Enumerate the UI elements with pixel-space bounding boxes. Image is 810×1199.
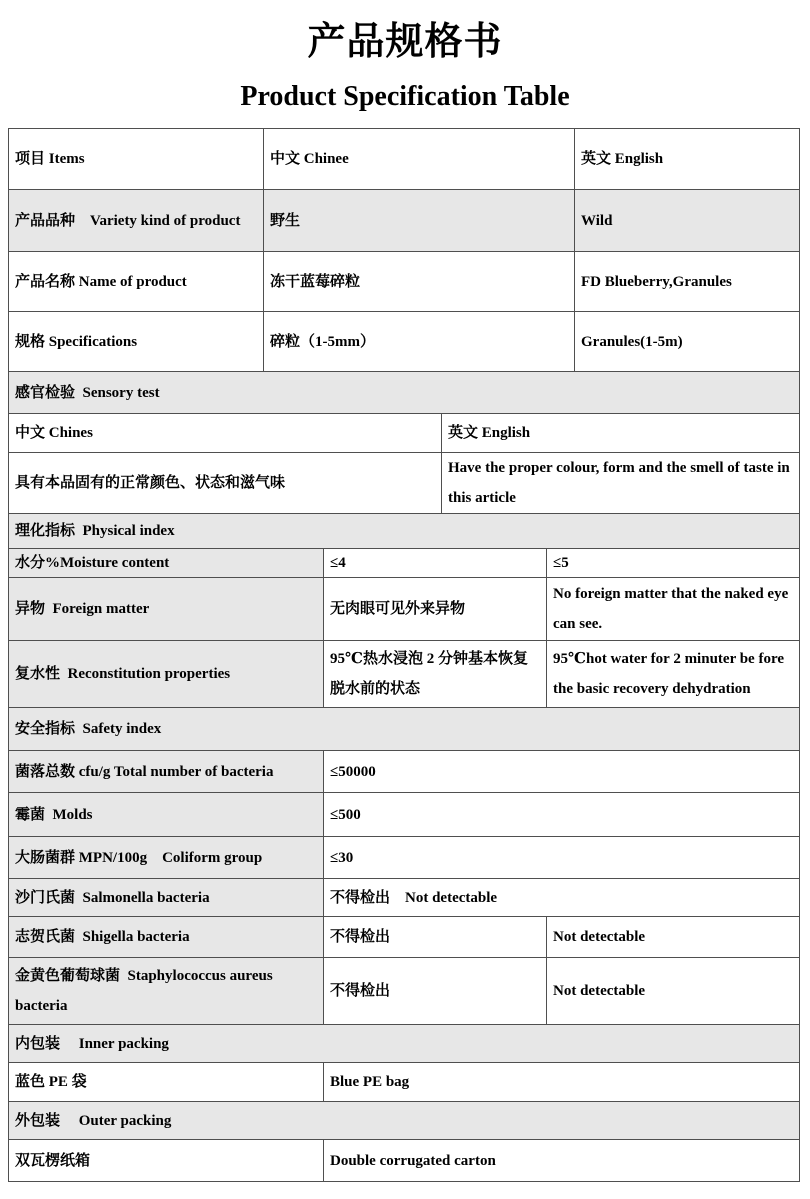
- table-row-staphylococcus: [9, 957, 799, 1024]
- table-row-specifications: [9, 311, 799, 371]
- table-row-foreign-matter: [9, 577, 799, 640]
- cell-sensory-col-cn: 中文 Chines: [15, 425, 93, 441]
- table-row-sensory-columns: [9, 413, 799, 452]
- cell-spec-label: 规格 Specifications: [15, 333, 138, 350]
- cell-sensory-col-en: 英文 English: [441, 414, 799, 452]
- table-row-header: [9, 129, 799, 189]
- cell-reconstitution-cn: 95℃热水浸泡 2 分钟基本恢复脱水前的状态: [323, 641, 546, 707]
- cell-reconstitution-en: 95℃hot water for 2 minuter be fore the basic recovery dehydration: [546, 641, 799, 707]
- cell-name-cn: 冻干蓝莓碎粒: [263, 252, 574, 311]
- cell-english-header: 英文 English: [574, 129, 799, 189]
- cell-shigella-label: 志贺氏菌 Shigella bacteria: [9, 917, 323, 957]
- table-row-sensory-desc: [9, 452, 799, 513]
- page-title: 产品规格书: [307, 21, 503, 63]
- cell-salmonella-value: 不得检出 Not detectable: [323, 879, 799, 916]
- table-row-salmonella: [9, 878, 799, 916]
- cell-total-bacteria-label: 菌落总数 cfu/g Total number of bacteria: [9, 751, 323, 792]
- cell-outer-packing-en: Double corrugated carton: [323, 1140, 799, 1181]
- cell-spec-en: Granules(1-5m): [574, 312, 799, 371]
- cell-outer-packing-section: 外包装 Outer packing: [9, 1102, 799, 1139]
- table-row-moisture: [9, 548, 799, 577]
- cell-staph-label: 金黄色葡萄球菌 Staphylococcus aureus bacteria: [9, 958, 323, 1024]
- cell-molds-value: ≤500: [323, 793, 799, 836]
- cell-salmonella-label: 沙门氏菌 Salmonella bacteria: [9, 879, 323, 916]
- cell-spec-cn: 碎粒（1-5mm）: [263, 312, 574, 371]
- table-row-physical-section: [9, 513, 799, 548]
- cell-inner-packing-section: 内包装 Inner packing: [9, 1025, 799, 1062]
- cell-sensory-desc-cn: 具有本品固有的正常颜色、状态和滋气味: [15, 475, 286, 491]
- table-row-outer-packing: [9, 1139, 799, 1181]
- cell-variety-cn: 野生: [263, 190, 574, 251]
- table-row-variety: [9, 189, 799, 251]
- cell-variety-label: 产品品种 Variety kind of product: [9, 190, 263, 251]
- cell-shigella-en: Not detectable: [546, 917, 799, 957]
- cell-moisture-label: 水分%Moisture content: [9, 549, 323, 577]
- table-row-reconstitution: [9, 640, 799, 707]
- cell-physical-section: 理化指标 Physical index: [9, 514, 799, 548]
- table-row-inner-packing: [9, 1062, 799, 1101]
- cell-total-bacteria-value: ≤50000: [323, 751, 799, 792]
- table-row-outer-packing-section: [9, 1101, 799, 1139]
- table-row-safety-section: [9, 707, 799, 750]
- cell-reconstitution-label: 复水性 Reconstitution properties: [9, 641, 323, 707]
- table-row-shigella: [9, 916, 799, 957]
- cell-foreign-en: No foreign matter that the naked eye can see.: [546, 578, 799, 640]
- cell-sensory-desc-en: Have the proper colour, form and the smell of taste in this article: [441, 453, 799, 513]
- cell-name-label: 产品名称 Name of product: [15, 273, 187, 290]
- table-row-total-bacteria: [9, 750, 799, 792]
- cell-items-header: 项目 Items: [15, 151, 85, 167]
- cell-safety-section: 安全指标 Safety index: [9, 708, 799, 750]
- table-row-molds: [9, 792, 799, 836]
- cell-molds-label: 霉菌 Molds: [9, 793, 323, 836]
- table-row-sensory-section: [9, 371, 799, 413]
- cell-variety-en: Wild: [574, 190, 799, 251]
- cell-chinese-header: 中文 Chinee: [263, 129, 574, 189]
- cell-staph-en: Not detectable: [546, 958, 799, 1024]
- cell-coliform-value: ≤30: [323, 837, 799, 878]
- cell-inner-packing-en: Blue PE bag: [323, 1063, 799, 1101]
- cell-name-en: FD Blueberry,Granules: [574, 252, 799, 311]
- cell-coliform-label: 大肠菌群 MPN/100g Coliform group: [9, 837, 323, 878]
- spec-table: [8, 128, 800, 1182]
- cell-inner-packing-cn: 蓝色 PE 袋: [15, 1074, 87, 1090]
- cell-moisture-en: ≤5: [546, 549, 799, 577]
- cell-shigella-cn: 不得检出: [323, 917, 546, 957]
- cell-sensory-section: 感官检验 Sensory test: [9, 372, 799, 413]
- cell-outer-packing-cn: 双瓦楞纸箱: [15, 1152, 91, 1169]
- cell-staph-cn: 不得检出: [323, 958, 546, 1024]
- table-row-product-name: [9, 251, 799, 311]
- cell-moisture-cn: ≤4: [323, 549, 546, 577]
- cell-foreign-label: 异物 Foreign matter: [9, 578, 323, 640]
- table-row-inner-packing-section: [9, 1024, 799, 1062]
- page-subtitle: Product Specification Table: [240, 81, 570, 112]
- table-row-coliform: [9, 836, 799, 878]
- cell-foreign-cn: 无肉眼可见外来异物: [323, 578, 546, 640]
